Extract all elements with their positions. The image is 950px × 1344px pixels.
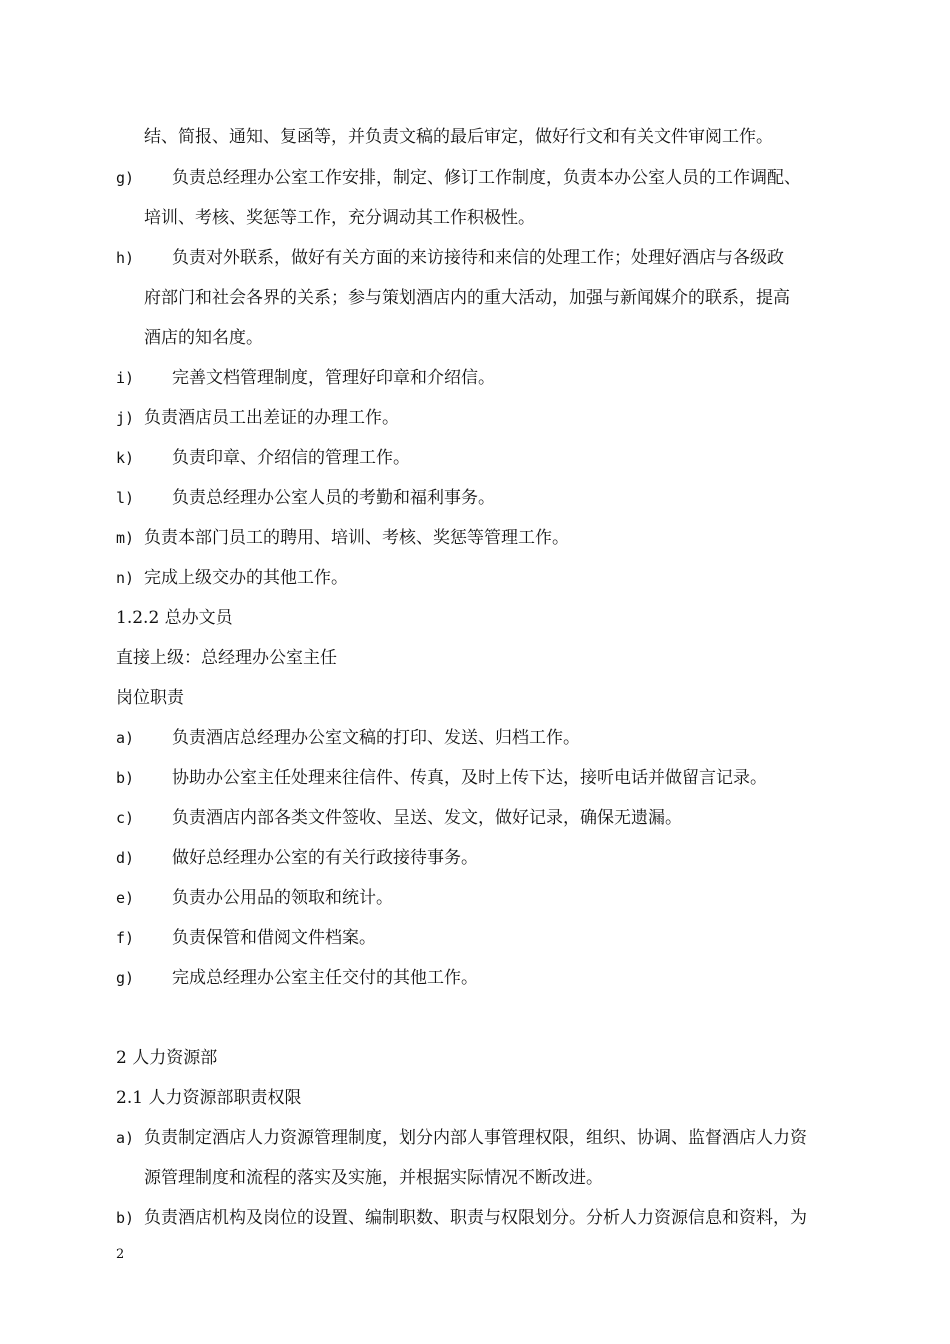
list-item-text: 负责对外联系，做好有关方面的来访接待和来信的处理工作；处理好酒店与各级政 [172,248,784,268]
list-item-text: 负责办公用品的领取和统计。 [172,888,393,908]
paragraph-continuation: 结、简报、通知、复函等，并负责文稿的最后审定，做好行文和有关文件审阅工作。 [144,127,773,147]
list-item-text: 负责酒店员工出差证的办理工作。 [144,408,399,428]
list-item-text: 府部门和社会各界的关系；参与策划酒店内的重大活动，加强与新闻媒介的联系，提高 [144,288,790,308]
supervisor-line: 直接上级：总经理办公室主任 [116,648,337,668]
list-item-text: 负责总经理办公室人员的考勤和福利事务。 [172,488,495,508]
list-item-text: 完成上级交办的其他工作。 [144,568,348,588]
list-marker: k) [116,449,135,467]
section-heading: 2.1 人力资源部职责权限 [116,1088,302,1108]
list-item-text: 协助办公室主任处理来往信件、传真，及时上传下达，接听电话并做留言记录。 [172,768,767,788]
list-item-text: 负责保管和借阅文件档案。 [172,928,376,948]
page-number: 2 [116,1247,125,1262]
list-item-text: 负责制定酒店人力资源管理制度，划分内部人事管理权限，组织、协调、监督酒店人力资 [144,1128,807,1148]
list-marker: d) [116,849,135,867]
list-marker: n) [116,569,135,587]
list-item-text: 培训、考核、奖惩等工作，充分调动其工作积极性。 [144,208,535,228]
list-item-text: 做好总经理办公室的有关行政接待事务。 [172,848,478,868]
list-item-text: 酒店的知名度。 [144,328,263,348]
list-item-text: 负责总经理办公室工作安排，制定、修订工作制度，负责本办公室人员的工作调配、 [172,168,801,188]
chapter-heading: 2 人力资源部 [116,1048,218,1068]
list-item-text: 负责酒店内部各类文件签收、呈送、发文，做好记录，确保无遗漏。 [172,808,682,828]
list-item-text: 负责本部门员工的聘用、培训、考核、奖惩等管理工作。 [144,528,569,548]
list-marker: b) [116,769,135,787]
list-marker: h) [116,249,135,267]
list-marker: f) [116,929,135,947]
list-item-text: 负责酒店机构及岗位的设置、编制职数、职责与权限划分。分析人力资源信息和资料，为 [144,1208,807,1228]
list-marker: e) [116,889,135,907]
section-heading: 1.2.2 总办文员 [116,608,233,628]
list-item-text: 负责印章、介绍信的管理工作。 [172,448,410,468]
list-marker: a) [116,1129,135,1147]
list-marker: l) [116,489,135,507]
list-item-text: 源管理制度和流程的落实及实施，并根据实际情况不断改进。 [144,1168,603,1188]
list-marker: j) [116,409,135,427]
list-marker: b) [116,1209,135,1227]
list-marker: c) [116,809,135,827]
list-item-text: 负责酒店总经理办公室文稿的打印、发送、归档工作。 [172,728,580,748]
list-marker: g) [116,969,135,987]
list-marker: m) [116,529,135,547]
list-marker: a) [116,729,135,747]
list-marker: g) [116,169,135,187]
list-item-text: 完成总经理办公室主任交付的其他工作。 [172,968,478,988]
list-marker: i) [116,369,135,387]
list-item-text: 完善文档管理制度，管理好印章和介绍信。 [172,368,495,388]
duties-label: 岗位职责 [116,688,184,708]
